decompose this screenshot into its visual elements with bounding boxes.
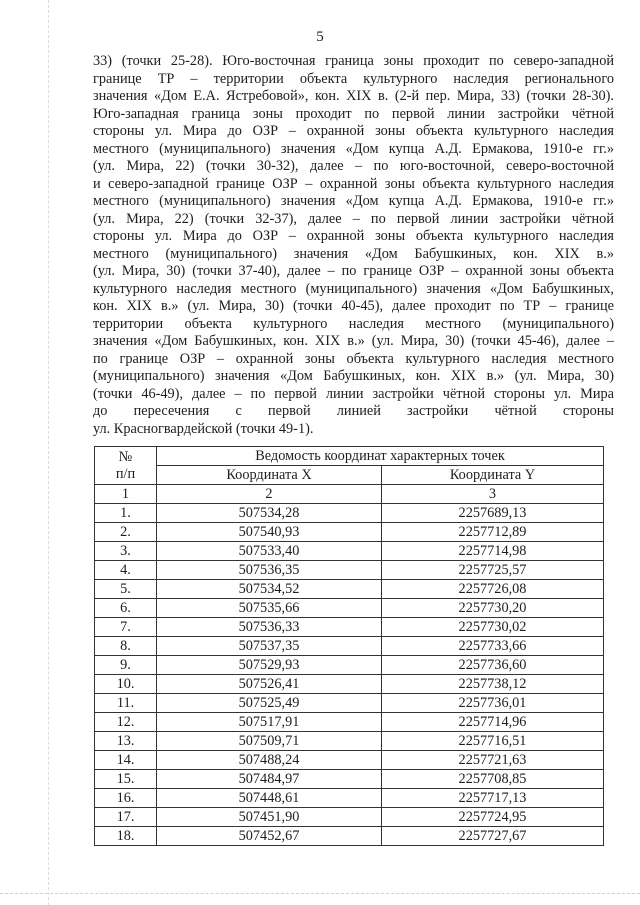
table-row: [95, 618, 604, 637]
table-row: [95, 599, 604, 618]
coordinate-y-cell: 2257724,95: [382, 808, 604, 827]
coordinate-x-cell: 507509,71: [157, 732, 382, 751]
paragraph-line: местного (муниципального) значения «Дом Бабушкиных, кон. XIX в.»: [93, 245, 614, 262]
coordinate-x-cell: 507517,91: [157, 713, 382, 732]
coordinate-x-cell: 507451,90: [157, 808, 382, 827]
coordinate-y-cell: 2257714,96: [382, 713, 604, 732]
page-number: 5: [316, 29, 324, 45]
paragraph-line: значения «Дом Бабушкиных, кон. XIX в.» (ул. Мира, 30) (точки 45-46), далее –: [93, 333, 614, 349]
paragraph-line: местного (муниципального) значения «Дом купца А.Д. Ермакова, 1910-е гг.»: [93, 193, 614, 209]
header-number-symbol: №: [118, 448, 133, 465]
table-row: [95, 637, 604, 656]
table-row: [95, 732, 604, 751]
table-row: [95, 580, 604, 599]
coordinate-x-cell: 507525,49: [157, 694, 382, 713]
header-number-cell: [95, 447, 157, 485]
paragraph-line: 33) (точки 25-28). Юго-восточная граница зоны проходит по северо-западной: [93, 53, 614, 69]
scan-edge-left: [48, 0, 49, 905]
paragraph-line: значения «Дом Е.А. Ястребовой», кон. XIX в. (2-й пер. Мира, 33) (точки 28-30).: [93, 88, 614, 104]
point-number-cell: 5.: [95, 580, 157, 599]
point-number-cell: 2.: [95, 523, 157, 542]
coordinate-x-cell: 507526,41: [157, 675, 382, 694]
coordinate-y-cell: 2257736,01: [382, 694, 604, 713]
table-row: [95, 694, 604, 713]
point-number-cell: 13.: [95, 732, 157, 751]
paragraph-line: границе ТР – территории объекта культурного наследия регионального: [93, 70, 614, 87]
table-index-row: [95, 485, 604, 504]
coordinate-y-cell: 2257717,13: [382, 789, 604, 808]
coordinate-y-cell: 2257733,66: [382, 637, 604, 656]
coordinate-y-cell: 2257725,57: [382, 561, 604, 580]
coordinates-table-body: [95, 504, 604, 846]
body-paragraph: [93, 53, 614, 438]
table-row: [95, 542, 604, 561]
coordinate-y-cell: 2257736,60: [382, 656, 604, 675]
paragraph-line: (ул. Мира, 22) (точки 32-37), далее – по первой линии застройки чётной: [93, 210, 614, 227]
paragraph-line: стороны ул. Мира до ОЗР – охранной зоны объекта культурного наследия: [93, 228, 614, 244]
coordinate-x-cell: 507534,28: [157, 504, 382, 523]
table-row: [95, 827, 604, 846]
paragraph-line: (точки 46-49), далее – по первой линии застройки чётной стороны ул. Мира: [93, 385, 614, 402]
paragraph-line: кон. XIX в.» (ул. Мира, 30) (точки 40-45), далее проходит по ТР – границе: [93, 298, 614, 314]
point-number-cell: 4.: [95, 561, 157, 580]
table-row: [95, 713, 604, 732]
coordinate-y-cell: 2257726,08: [382, 580, 604, 599]
paragraph-line: до пересечения с первой линией застройки чётной стороны: [93, 403, 614, 419]
point-number-cell: 7.: [95, 618, 157, 637]
paragraph-line: стороны ул. Мира до ОЗР – охранной зоны объекта культурного наследия: [93, 123, 614, 139]
coordinate-y-cell: 2257730,02: [382, 618, 604, 637]
index-cell-3: 3: [382, 485, 604, 504]
table-header-row-axes: [95, 466, 604, 485]
paragraph-line: культурного наследия местного (муниципального) значения «Дом Бабушкиных,: [93, 280, 614, 297]
coordinate-y-cell: 2257738,12: [382, 675, 604, 694]
table-row: [95, 656, 604, 675]
paragraph-line: Юго-западная граница зоны проходит по первой линии застройки чётной: [93, 105, 614, 122]
point-number-cell: 18.: [95, 827, 157, 846]
coordinate-y-cell: 2257714,98: [382, 542, 604, 561]
header-y-cell: Координата Y: [382, 466, 604, 485]
coordinate-x-cell: 507448,61: [157, 789, 382, 808]
coordinate-y-cell: 2257730,20: [382, 599, 604, 618]
point-number-cell: 10.: [95, 675, 157, 694]
point-number-cell: 8.: [95, 637, 157, 656]
coordinate-x-cell: 507540,93: [157, 523, 382, 542]
coordinate-y-cell: 2257727,67: [382, 827, 604, 846]
point-number-cell: 6.: [95, 599, 157, 618]
point-number-cell: 12.: [95, 713, 157, 732]
point-number-cell: 15.: [95, 770, 157, 789]
point-number-cell: 11.: [95, 694, 157, 713]
table-header-row-title: [95, 447, 604, 466]
coordinate-y-cell: 2257712,89: [382, 523, 604, 542]
coordinate-x-cell: 507534,52: [157, 580, 382, 599]
point-number-cell: 9.: [95, 656, 157, 675]
table-row: [95, 770, 604, 789]
coordinate-y-cell: 2257708,85: [382, 770, 604, 789]
coordinate-x-cell: 507535,66: [157, 599, 382, 618]
table-row: [95, 751, 604, 770]
header-number-abbrev: п/п: [115, 465, 136, 482]
point-number-cell: 17.: [95, 808, 157, 827]
paragraph-line: местного (муниципального) значения «Дом купца А.Д. Ермакова, 1910-е гг.»: [93, 140, 614, 157]
coordinate-x-cell: 507536,33: [157, 618, 382, 637]
coordinate-y-cell: 2257721,63: [382, 751, 604, 770]
paragraph-line: по границе ОЗР – охранной зоны объекта культурного наследия местного: [93, 350, 614, 367]
table-row: [95, 808, 604, 827]
index-cell-2: 2: [157, 485, 382, 504]
table-row: [95, 504, 604, 523]
coordinate-x-cell: 507484,97: [157, 770, 382, 789]
point-number-cell: 1.: [95, 504, 157, 523]
coordinate-y-cell: 2257716,51: [382, 732, 604, 751]
header-title-cell: Ведомость координат характерных точек: [157, 447, 604, 466]
paragraph-line: (ул. Мира, 22) (точки 30-32), далее – по юго-восточной, северо-восточной: [93, 158, 614, 174]
coordinate-x-cell: 507533,40: [157, 542, 382, 561]
paragraph-line: (ул. Мира, 30) (точки 37-40), далее – по границе ОЗР – охранной зоны объекта: [93, 263, 614, 279]
coordinate-x-cell: 507529,93: [157, 656, 382, 675]
header-x-cell: Координата X: [157, 466, 382, 485]
coordinate-y-cell: 2257689,13: [382, 504, 604, 523]
index-cell-1: 1: [95, 485, 157, 504]
coordinate-x-cell: 507536,35: [157, 561, 382, 580]
paragraph-line: и северо-западной границе ОЗР – охранной зоны объекта культурного наследия: [93, 175, 614, 192]
paragraph-line: ул. Красногвардейской (точки 49-1).: [93, 420, 314, 437]
coordinates-table: [94, 446, 604, 846]
coordinate-x-cell: 507488,24: [157, 751, 382, 770]
table-row: [95, 675, 604, 694]
point-number-cell: 3.: [95, 542, 157, 561]
coordinate-x-cell: 507537,35: [157, 637, 382, 656]
point-number-cell: 14.: [95, 751, 157, 770]
paragraph-line: (муниципального) значения «Дом Бабушкиных, кон. XIX в.» (ул. Мира, 30): [93, 368, 614, 384]
coordinate-x-cell: 507452,67: [157, 827, 382, 846]
table-row: [95, 523, 604, 542]
point-number-cell: 16.: [95, 789, 157, 808]
table-row: [95, 789, 604, 808]
scan-edge-bottom: [0, 893, 640, 894]
table-row: [95, 561, 604, 580]
paragraph-line: территории объекта культурного наследия местного (муниципального): [93, 315, 614, 332]
